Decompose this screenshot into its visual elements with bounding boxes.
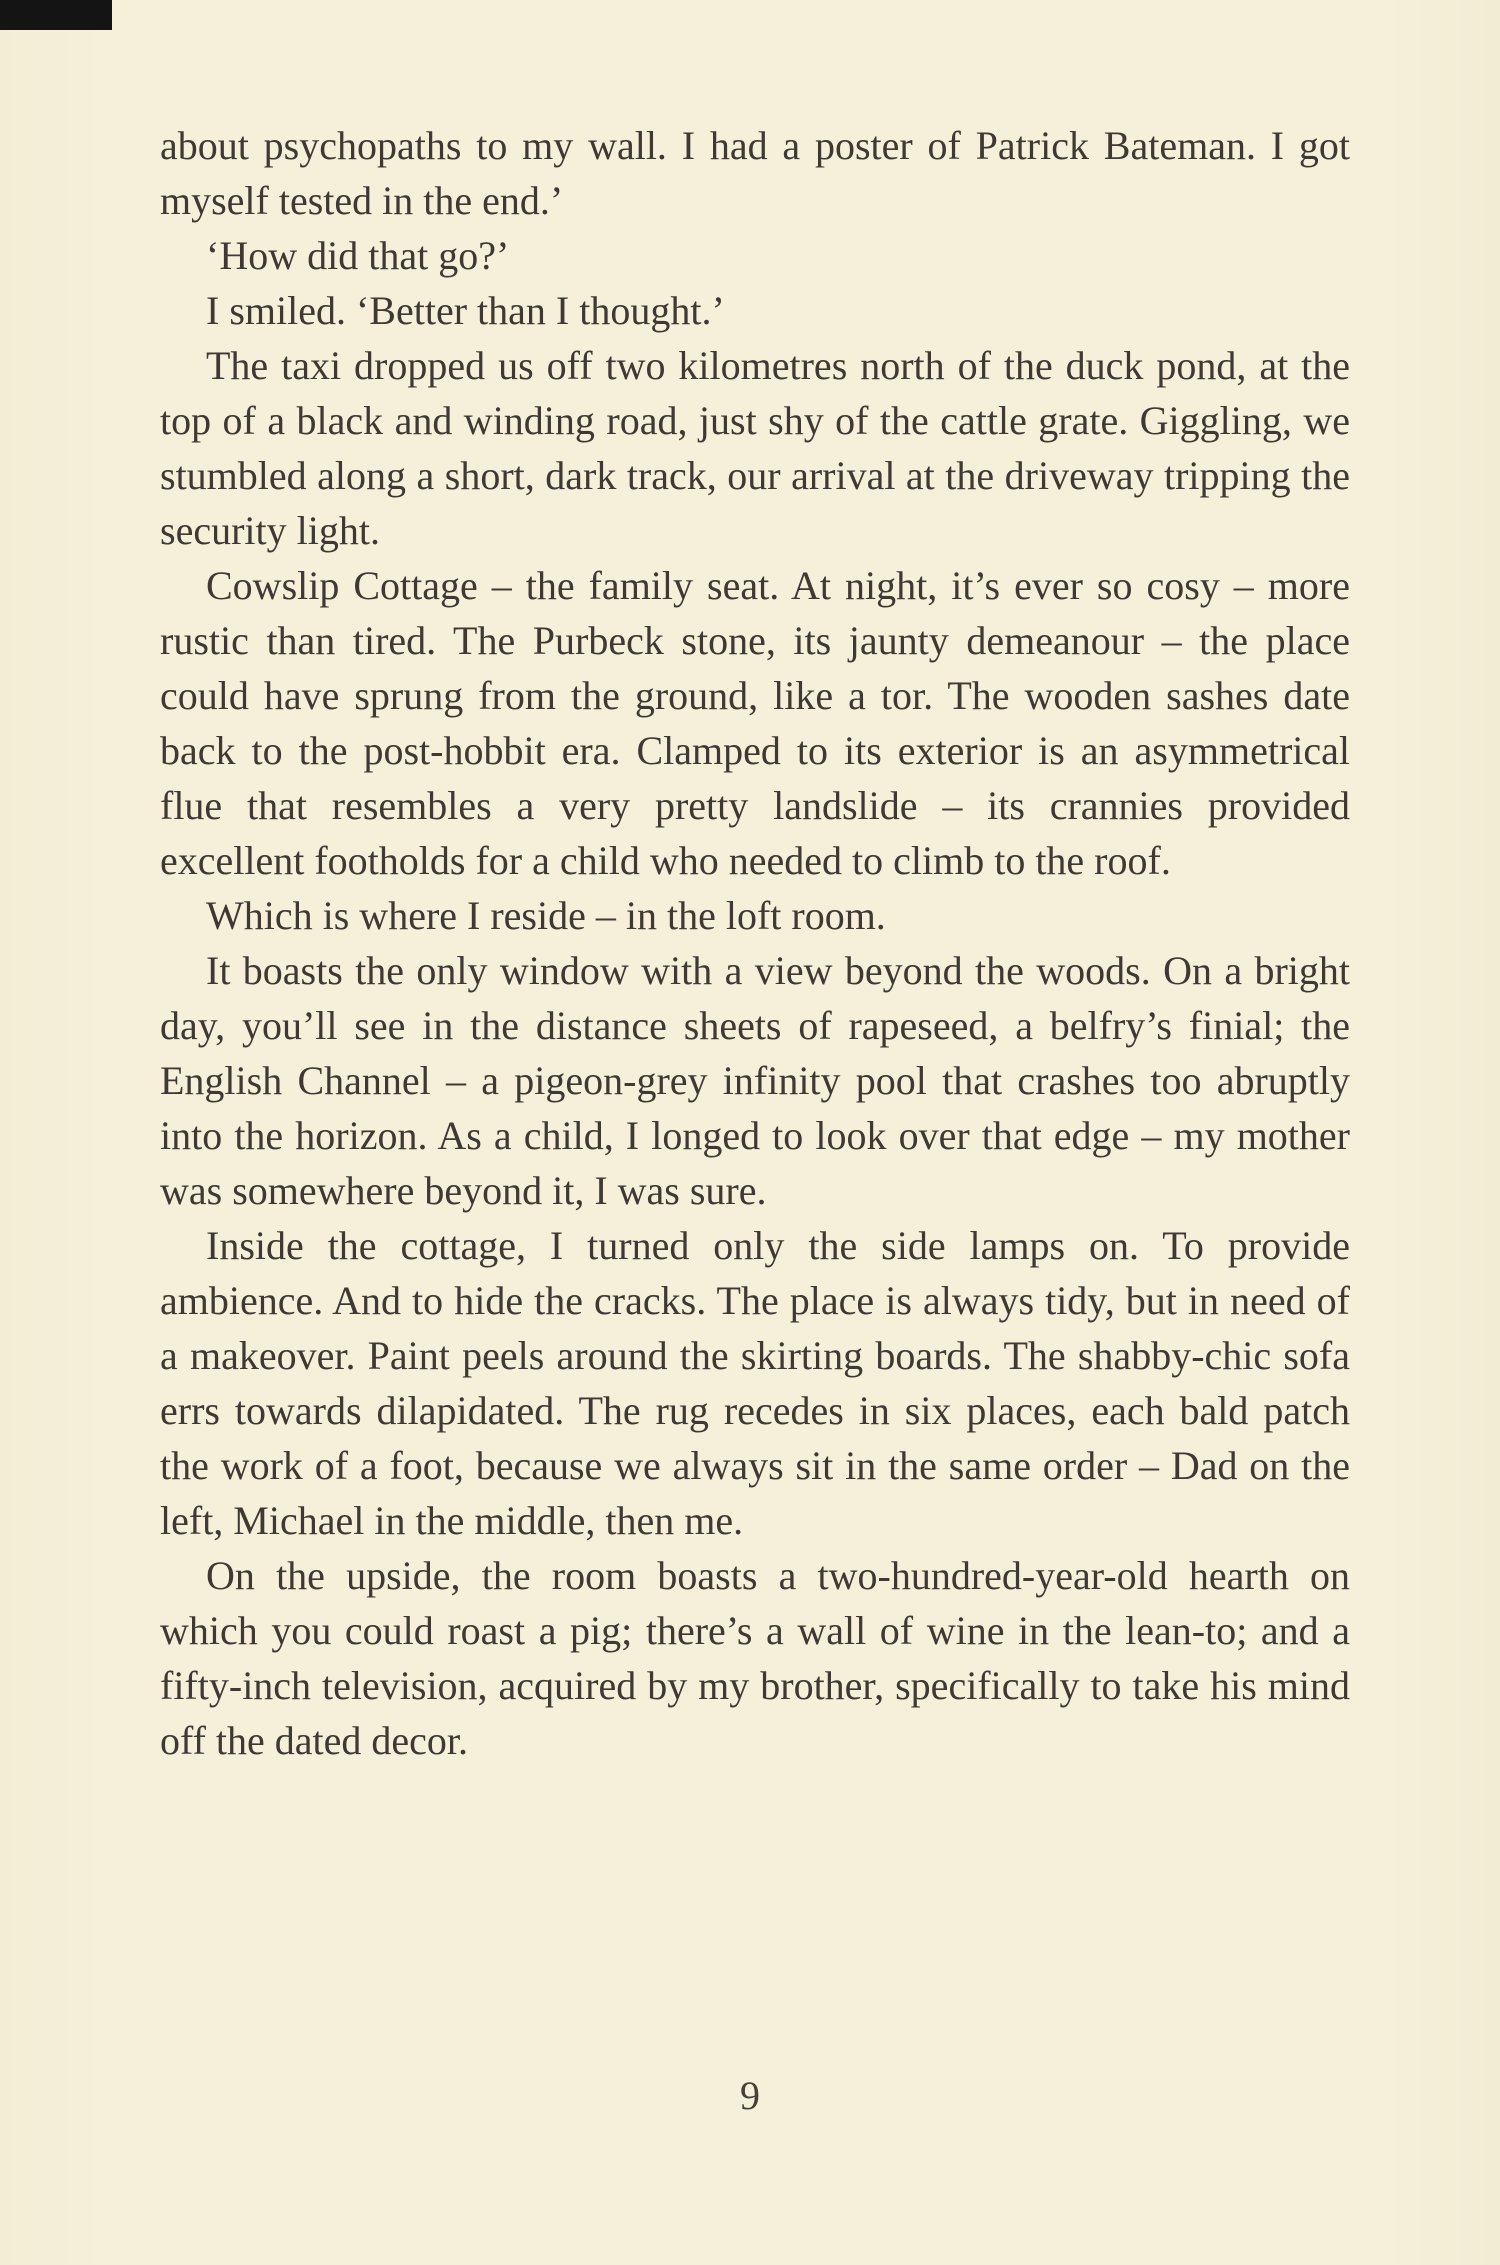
paragraph: The taxi dropped us off two kilometres north of the duck pond, at the top of a black and winding road, just shy of the cattle grate. Giggling, we stumbled along a short, dark track, our arrival at the driveway tripping the security light. bbox=[160, 343, 1350, 553]
paragraph: Which is where I reside – in the loft room. bbox=[206, 893, 886, 938]
page-number: 9 bbox=[740, 2073, 760, 2118]
paragraph: It boasts the only window with a view beyond the woods. On a bright day, you’ll see in the distance sheets of rapeseed, a belfry’s finial; the English Channel – a pigeon-grey infinity pool that crashes too abruptly into the horizon. As a child, I longed to look over that edge – my mother was somewhere beyond it, I was sure. bbox=[160, 948, 1350, 1213]
paragraph: about psychopaths to my wall. I had a poster of Patrick Bateman. I got myself tested in the end.’ bbox=[160, 123, 1350, 223]
paragraph: On the upside, the room boasts a two-hundred-year-old hearth on which you could roast a pig; there’s a wall of wine in the lean-to; and a fifty-inch television, acquired by my brother, specifically to take his mind off the dated decor. bbox=[160, 1553, 1350, 1763]
paragraph: Cowslip Cottage – the family seat. At night, it’s ever so cosy – more rustic than tired. The Purbeck stone, its jaunty demeanour – the place could have sprung from the ground, like a tor. The wooden sashes date back to the post-hobbit era. Clamped to its exterior is an asymmetrical flue that resembles a very pretty landslide – its crannies provided excellent footholds for a child who needed to climb to the roof. bbox=[160, 563, 1350, 883]
paragraph: ‘How did that go?’ bbox=[206, 233, 510, 278]
scan-artifact bbox=[0, 0, 112, 30]
paragraph: Inside the cottage, I turned only the side lamps on. To provide ambience. And to hide the cracks. The place is always tidy, but in need of a makeover. Paint peels around the skirting boards. The shabby-chic sofa errs towards dilapidated. The rug recedes in six places, each bald patch the work of a foot, because we always sit in the same order – Dad on the left, Michael in the middle, then me. bbox=[160, 1223, 1350, 1543]
paragraph: I smiled. ‘Better than I thought.’ bbox=[206, 288, 725, 333]
text-block bbox=[160, 118, 1350, 1768]
